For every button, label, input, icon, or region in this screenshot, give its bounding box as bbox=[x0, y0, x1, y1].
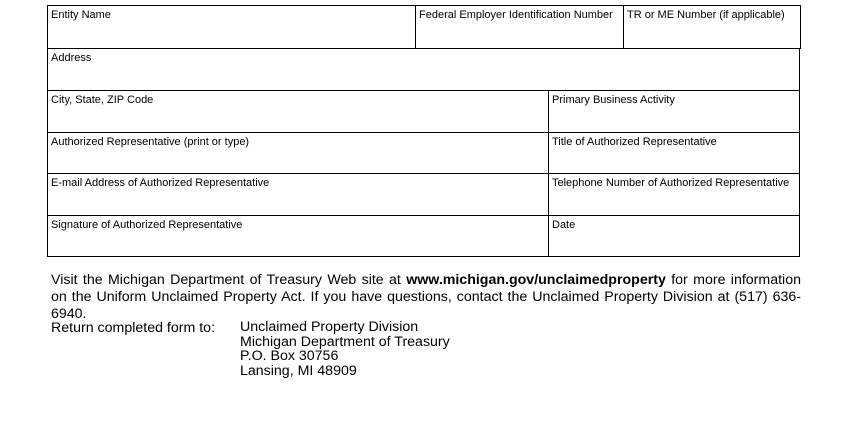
info-paragraph bbox=[51, 272, 801, 323]
info-text-before: Visit the Michigan Department of Treasury Web site at bbox=[51, 272, 407, 288]
signature-field[interactable] bbox=[50, 236, 546, 254]
auth-rep-phone-field[interactable] bbox=[551, 195, 797, 213]
auth-rep-phone-label: Telephone Number of Authorized Representative bbox=[552, 177, 790, 189]
auth-rep-field[interactable] bbox=[50, 153, 546, 171]
unclaimed-property-url[interactable]: www.michigan.gov/unclaimedproperty bbox=[406, 272, 666, 288]
primary-business-label: Primary Business Activity bbox=[552, 94, 675, 106]
auth-rep-email-label: E-mail Address of Authorized Representative bbox=[51, 177, 270, 189]
return-address bbox=[240, 320, 450, 378]
tr-me-number-label: TR or ME Number (if applicable) bbox=[627, 9, 785, 21]
auth-rep-title-cell bbox=[548, 132, 800, 174]
date-field[interactable] bbox=[551, 236, 797, 254]
return-address-line: Lansing, MI 48909 bbox=[240, 362, 357, 379]
entity-name-label: Entity Name bbox=[51, 9, 111, 21]
return-address-line: Michigan Department of Treasury bbox=[240, 333, 450, 350]
signature-label: Signature of Authorized Representative bbox=[51, 219, 243, 231]
auth-rep-cell bbox=[47, 132, 549, 174]
address-field[interactable] bbox=[50, 70, 797, 88]
primary-business-field[interactable] bbox=[551, 112, 797, 130]
tr-me-number-cell bbox=[623, 5, 801, 49]
primary-business-cell bbox=[548, 90, 800, 133]
city-state-zip-label: City, State, ZIP Code bbox=[51, 94, 154, 106]
fein-cell bbox=[415, 5, 624, 49]
auth-rep-email-cell bbox=[47, 173, 549, 216]
return-address-line: P.O. Box 30756 bbox=[240, 348, 339, 364]
return-label: Return completed form to: bbox=[51, 320, 216, 336]
auth-rep-phone-cell bbox=[548, 173, 800, 216]
address-cell bbox=[47, 48, 800, 91]
entity-name-cell bbox=[47, 5, 416, 49]
info-text-after: for more information on the Uniform Unclaimed Property Act. If you have questions, contact the Unclaimed Property Division at (517) 636-6940. bbox=[51, 272, 801, 322]
return-address-line: Unclaimed Property Division bbox=[240, 319, 419, 335]
signature-cell bbox=[47, 215, 549, 257]
fein-label: Federal Employer Identification Number bbox=[419, 9, 613, 21]
fein-field[interactable] bbox=[418, 28, 621, 46]
address-label: Address bbox=[51, 52, 92, 64]
auth-rep-title-label: Title of Authorized Representative bbox=[552, 136, 717, 148]
city-state-zip-cell bbox=[47, 90, 549, 133]
date-label: Date bbox=[552, 219, 576, 231]
auth-rep-email-field[interactable] bbox=[50, 195, 546, 213]
auth-rep-title-field[interactable] bbox=[551, 153, 797, 171]
tr-me-number-field[interactable] bbox=[626, 28, 798, 46]
city-state-zip-field[interactable] bbox=[50, 112, 546, 130]
date-cell bbox=[548, 215, 800, 257]
auth-rep-label: Authorized Representative (print or type) bbox=[51, 136, 250, 148]
entity-name-field[interactable] bbox=[50, 28, 413, 46]
